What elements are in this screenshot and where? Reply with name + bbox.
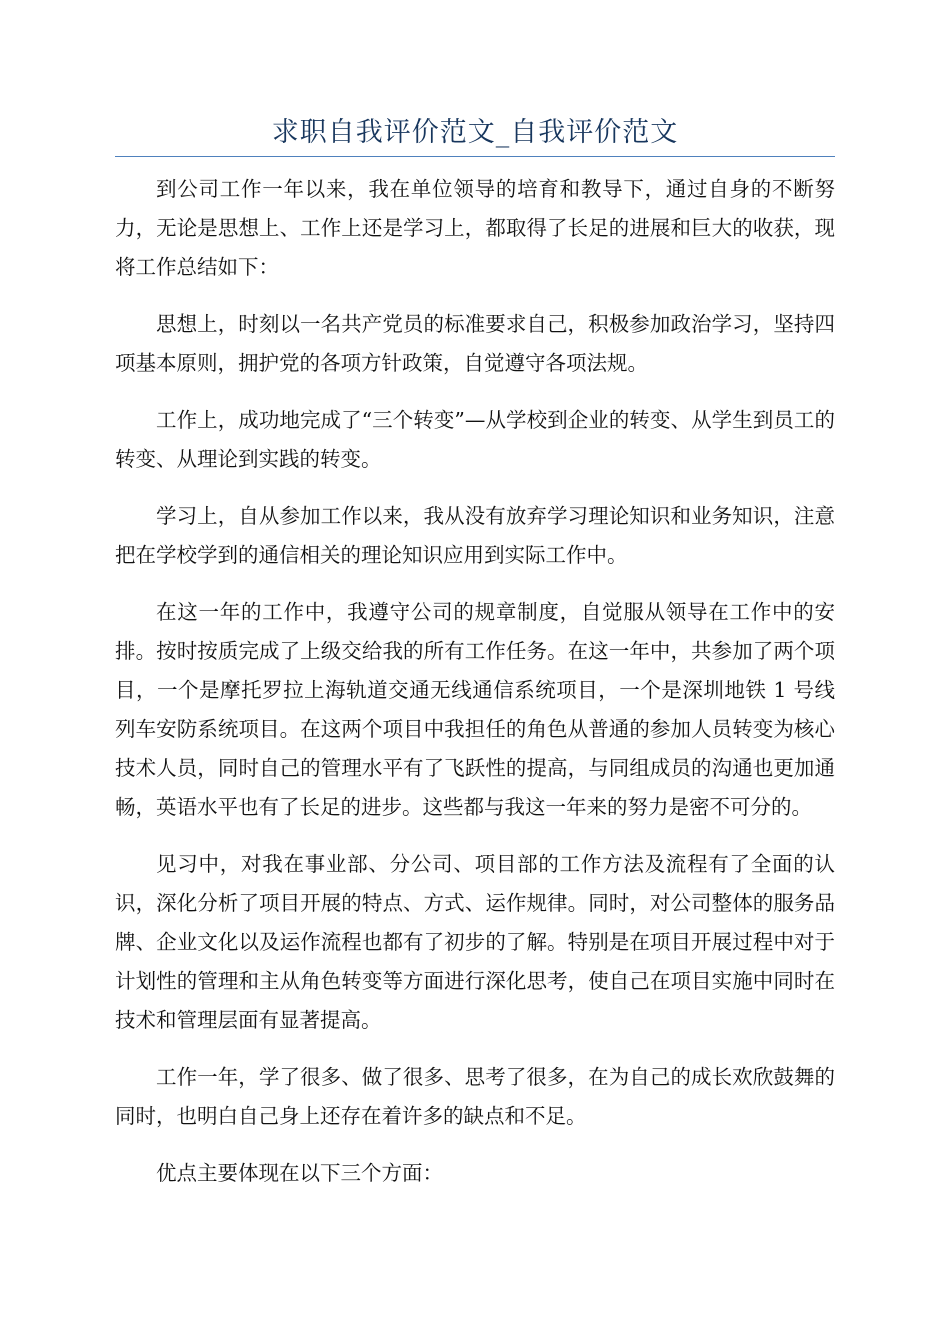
- paragraph-internship: 见习中，对我在事业部、分公司、项目部的工作方法及流程有了全面的认识，深化分析了项目开展的特点、方式、运作规律。同时，对公司整体的服务品牌、企业文化以及运作流程也都有了初步的了解。特别是在项目开展过程中对于计划性的管理和主从角色转变等方面进行深化思考，使自己在项目实施中同时在技术和管理层面有显著提高。: [115, 852, 835, 1032]
- paragraph-work: 工作上，成功地完成了“三个转变”—从学校到企业的转变、从学生到员工的转变、从理论到实践的转变。: [115, 408, 835, 471]
- paragraph-reflection: 工作一年，学了很多、做了很多、思考了很多，在为自己的成长欢欣鼓舞的同时，也明白自己身上还存在着许多的缺点和不足。: [115, 1065, 835, 1128]
- paragraph-thought: 思想上，时刻以一名共产党员的标准要求自己，积极参加政治学习，坚持四项基本原则，拥护党的各项方针政策，自觉遵守各项法规。: [115, 312, 835, 375]
- paragraph-intro: 到公司工作一年以来，我在单位领导的培育和教导下，通过自身的不断努力，无论是思想上、工作上还是学习上，都取得了长足的进展和巨大的收获，现将工作总结如下：: [115, 177, 835, 279]
- title-block: [115, 110, 835, 157]
- page-title: 求职自我评价范文_自我评价范文: [271, 117, 679, 148]
- paragraph-study: 学习上，自从参加工作以来，我从没有放弃学习理论知识和业务知识，注意把在学校学到的通信相关的理论知识应用到实际工作中。: [115, 504, 835, 567]
- paragraph-projects: 在这一年的工作中，我遵守公司的规章制度，自觉服从领导在工作中的安排。按时按质完成了上级交给我的所有工作任务。在这一年中，共参加了两个项目，一个是摩托罗拉上海轨道交通无线通信系统项目，一个是深圳地铁 1 号线列车安防系统项目。在这两个项目中我担任的角色从普通的参加人员转变为核心技术人员，同时自己的管理水平有了飞跃性的提高，与同组成员的沟通也更加通畅，英语水平也有了长足的进步。这些都与我这一年来的努力是密不可分的。: [115, 600, 835, 819]
- paragraph-strengths: 优点主要体现在以下三个方面：: [156, 1161, 443, 1185]
- document-body: [115, 170, 835, 1211]
